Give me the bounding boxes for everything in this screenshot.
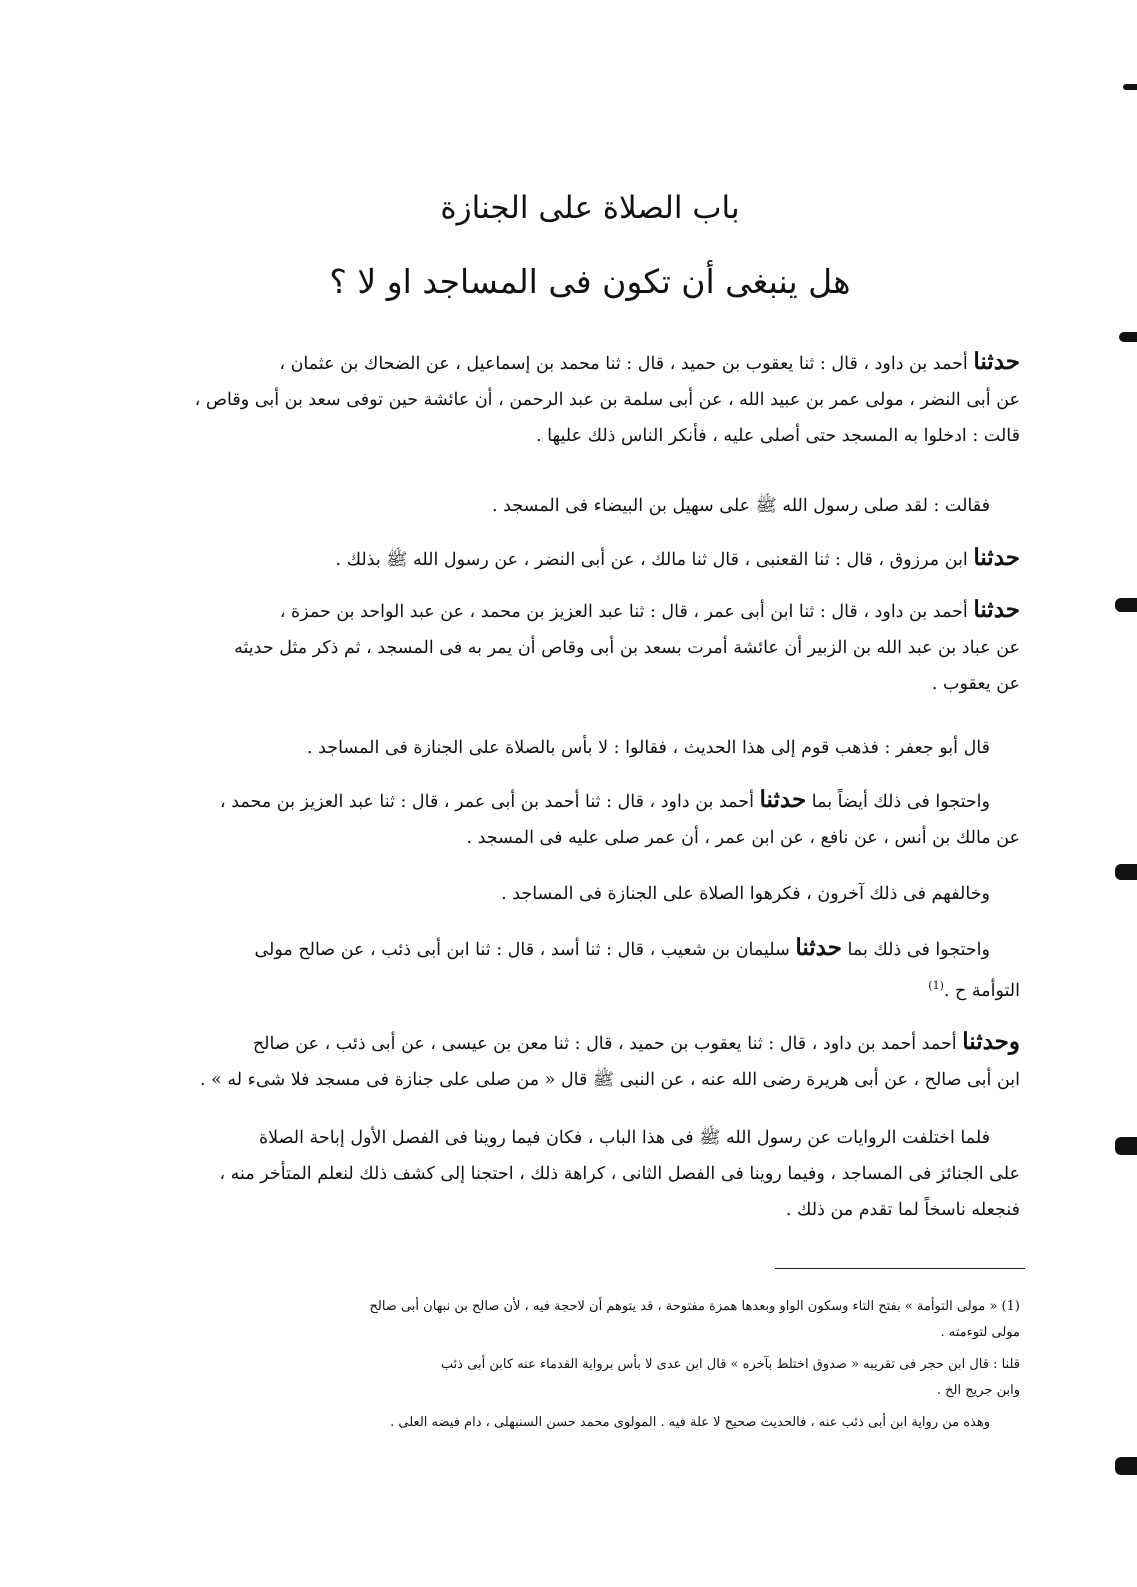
commentary-paragraph <box>160 782 1020 856</box>
text-line: على الجنائز فى المساجد ، وفيما روينا فى الفصل الثانى ، كراهة ذلك ، احتجنا إلى كشف ذلك لنعلم المتأخر منه ، <box>219 1164 1020 1184</box>
scan-edge-mark <box>1115 1457 1137 1475</box>
footnotes <box>160 1294 1020 1436</box>
keyword-haddathana: حدثنا <box>973 596 1020 623</box>
text-line: التوأمة ح . <box>943 980 1020 1001</box>
keyword-haddathana: حدثنا <box>759 786 807 813</box>
text-line: عن يعقوب . <box>931 674 1020 694</box>
text-line: فقالت : لقد صلى رسول الله ﷺ على سهيل بن البيضاء فى المسجد . <box>492 496 990 516</box>
text-line: سليمان بن شعيب ، قال : ثنا أسد ، قال : ثنا ابن أبى ذئب ، عن صالح مولى <box>254 940 790 960</box>
hadith-paragraph <box>160 540 1020 578</box>
text-line: عن مالك بن أنس ، عن نافع ، عن ابن عمر ، أن عمر صلى عليه فى المسجد . <box>466 828 1020 848</box>
footnote-divider <box>775 1268 1025 1269</box>
text-line: ابن مرزوق ، قال : ثنا القعنبى ، قال ثنا مالك ، عن أبى النضر ، عن رسول الله ﷺ بذلك . <box>335 550 968 570</box>
text-line: فنجعله ناسخاً لما تقدم من ذلك . <box>785 1200 1020 1220</box>
text-line: وخالفهم فى ذلك آخرون ، فكرهوا الصلاة على الجنازة فى المساجد . <box>501 884 990 904</box>
scan-edge-mark <box>1119 332 1137 342</box>
footnote-line: قلنا : قال ابن حجر فى تقريبه « صدوق اختلط بآخره » قال ابن عدى لا بأس برواية القدماء عنه كابن أبى ذئب <box>440 1357 1020 1372</box>
keyword-haddathana: وحدثنا <box>962 1028 1020 1055</box>
text-line: قال أبو جعفر : فذهب قوم إلى هذا الحديث ، فقالوا : لا بأس بالصلاة على الجنازة فى المساجد . <box>306 738 990 758</box>
scan-edge-mark <box>1115 598 1137 612</box>
footnote-line: وابن جريج الخ . <box>936 1383 1020 1398</box>
text-line: فلما اختلفت الروايات عن رسول الله ﷺ فى هذا الباب ، فكان فيما روينا فى الفصل الأول إباحة الصلاة <box>258 1128 990 1148</box>
scan-edge-mark <box>1123 84 1137 90</box>
text-line: عن عباد بن عبد الله بن الزبير أن عائشة أمرت بسعد بن أبى وقاص أن يمر به فى المسجد ، ثم ذكر مثل حديثه <box>234 638 1020 658</box>
text-line: واحتجوا فى ذلك بما <box>847 940 990 960</box>
footnote-line: مولى لتوءمته . <box>940 1325 1020 1340</box>
text-line: أحمد أحمد بن داود ، قال : ثنا يعقوب بن حميد ، قال : ثنا معن بن عيسى ، عن أبى ذئب ، عن صالح <box>252 1034 957 1054</box>
keyword-haddathana: حدثنا <box>973 348 1020 375</box>
commentary-paragraph <box>160 730 1020 766</box>
commentary-paragraph <box>160 930 1020 1009</box>
text-line: أحمد بن داود ، قال : ثنا أحمد بن أبى عمر ، قال : ثنا عبد العزيز بن محمد ، <box>220 792 754 812</box>
keyword-haddathana: حدثنا <box>795 934 842 961</box>
hadith-paragraph <box>160 488 1020 524</box>
footnote-line: وهذه من رواية ابن أبى ذئب عنه ، فالحديث صحيح لا علة فيه . المولوى محمد حسن السنبهلى ، دام فيضه العلى . <box>390 1415 990 1430</box>
text-line: عن أبى النضر ، مولى عمر بن عبيد الله ، عن أبى سلمة بن عبد الرحمن ، أن عائشة حين توفى سعد بن أبى وقاص ، <box>194 390 1020 410</box>
text-line: أحمد بن داود ، قال : ثنا يعقوب بن حميد ، قال : ثنا محمد بن إسماعيل ، عن الضحاك بن عثمان ، <box>279 354 968 374</box>
text-line: ابن أبى صالح ، عن أبى هريرة رضى الله عنه ، عن النبى ﷺ قال « من صلى على جنازة فى مسجد فلا شىء له » . <box>199 1070 1020 1090</box>
footnote-line: (1) « مولى التوأمة » بفتح التاء وسكون الواو وبعدها همزة مفتوحة ، قد يتوهم أن لاحجة فيه ، لأن صالح بن نبهان أبى صالح <box>369 1299 1020 1314</box>
hadith-paragraph <box>160 592 1020 702</box>
footnote-ref[interactable]: (1) <box>928 979 944 992</box>
scan-edge-mark <box>1115 864 1137 880</box>
chapter-subtitle: هل ينبغى أن تكون فى المساجد او لا ؟ <box>329 262 851 301</box>
commentary-paragraph <box>160 876 1020 912</box>
text-line: أحمد بن داود ، قال : ثنا ابن أبى عمر ، قال : ثنا عبد العزيز بن محمد ، عن عبد الواحد بن حمزة ، <box>279 602 968 622</box>
keyword-haddathana: حدثنا <box>973 544 1020 571</box>
scan-edge-mark <box>1115 1137 1137 1155</box>
hadith-paragraph <box>160 344 1020 454</box>
chapter-title: باب الصلاة على الجنازة <box>440 190 740 226</box>
commentary-paragraph <box>160 1120 1020 1228</box>
text-line: واحتجوا فى ذلك أيضاً بما <box>811 792 990 812</box>
hadith-paragraph <box>160 1024 1020 1098</box>
text-line: قالت : ادخلوا به المسجد حتى أصلى عليه ، فأنكر الناس ذلك عليها . <box>536 426 1020 446</box>
